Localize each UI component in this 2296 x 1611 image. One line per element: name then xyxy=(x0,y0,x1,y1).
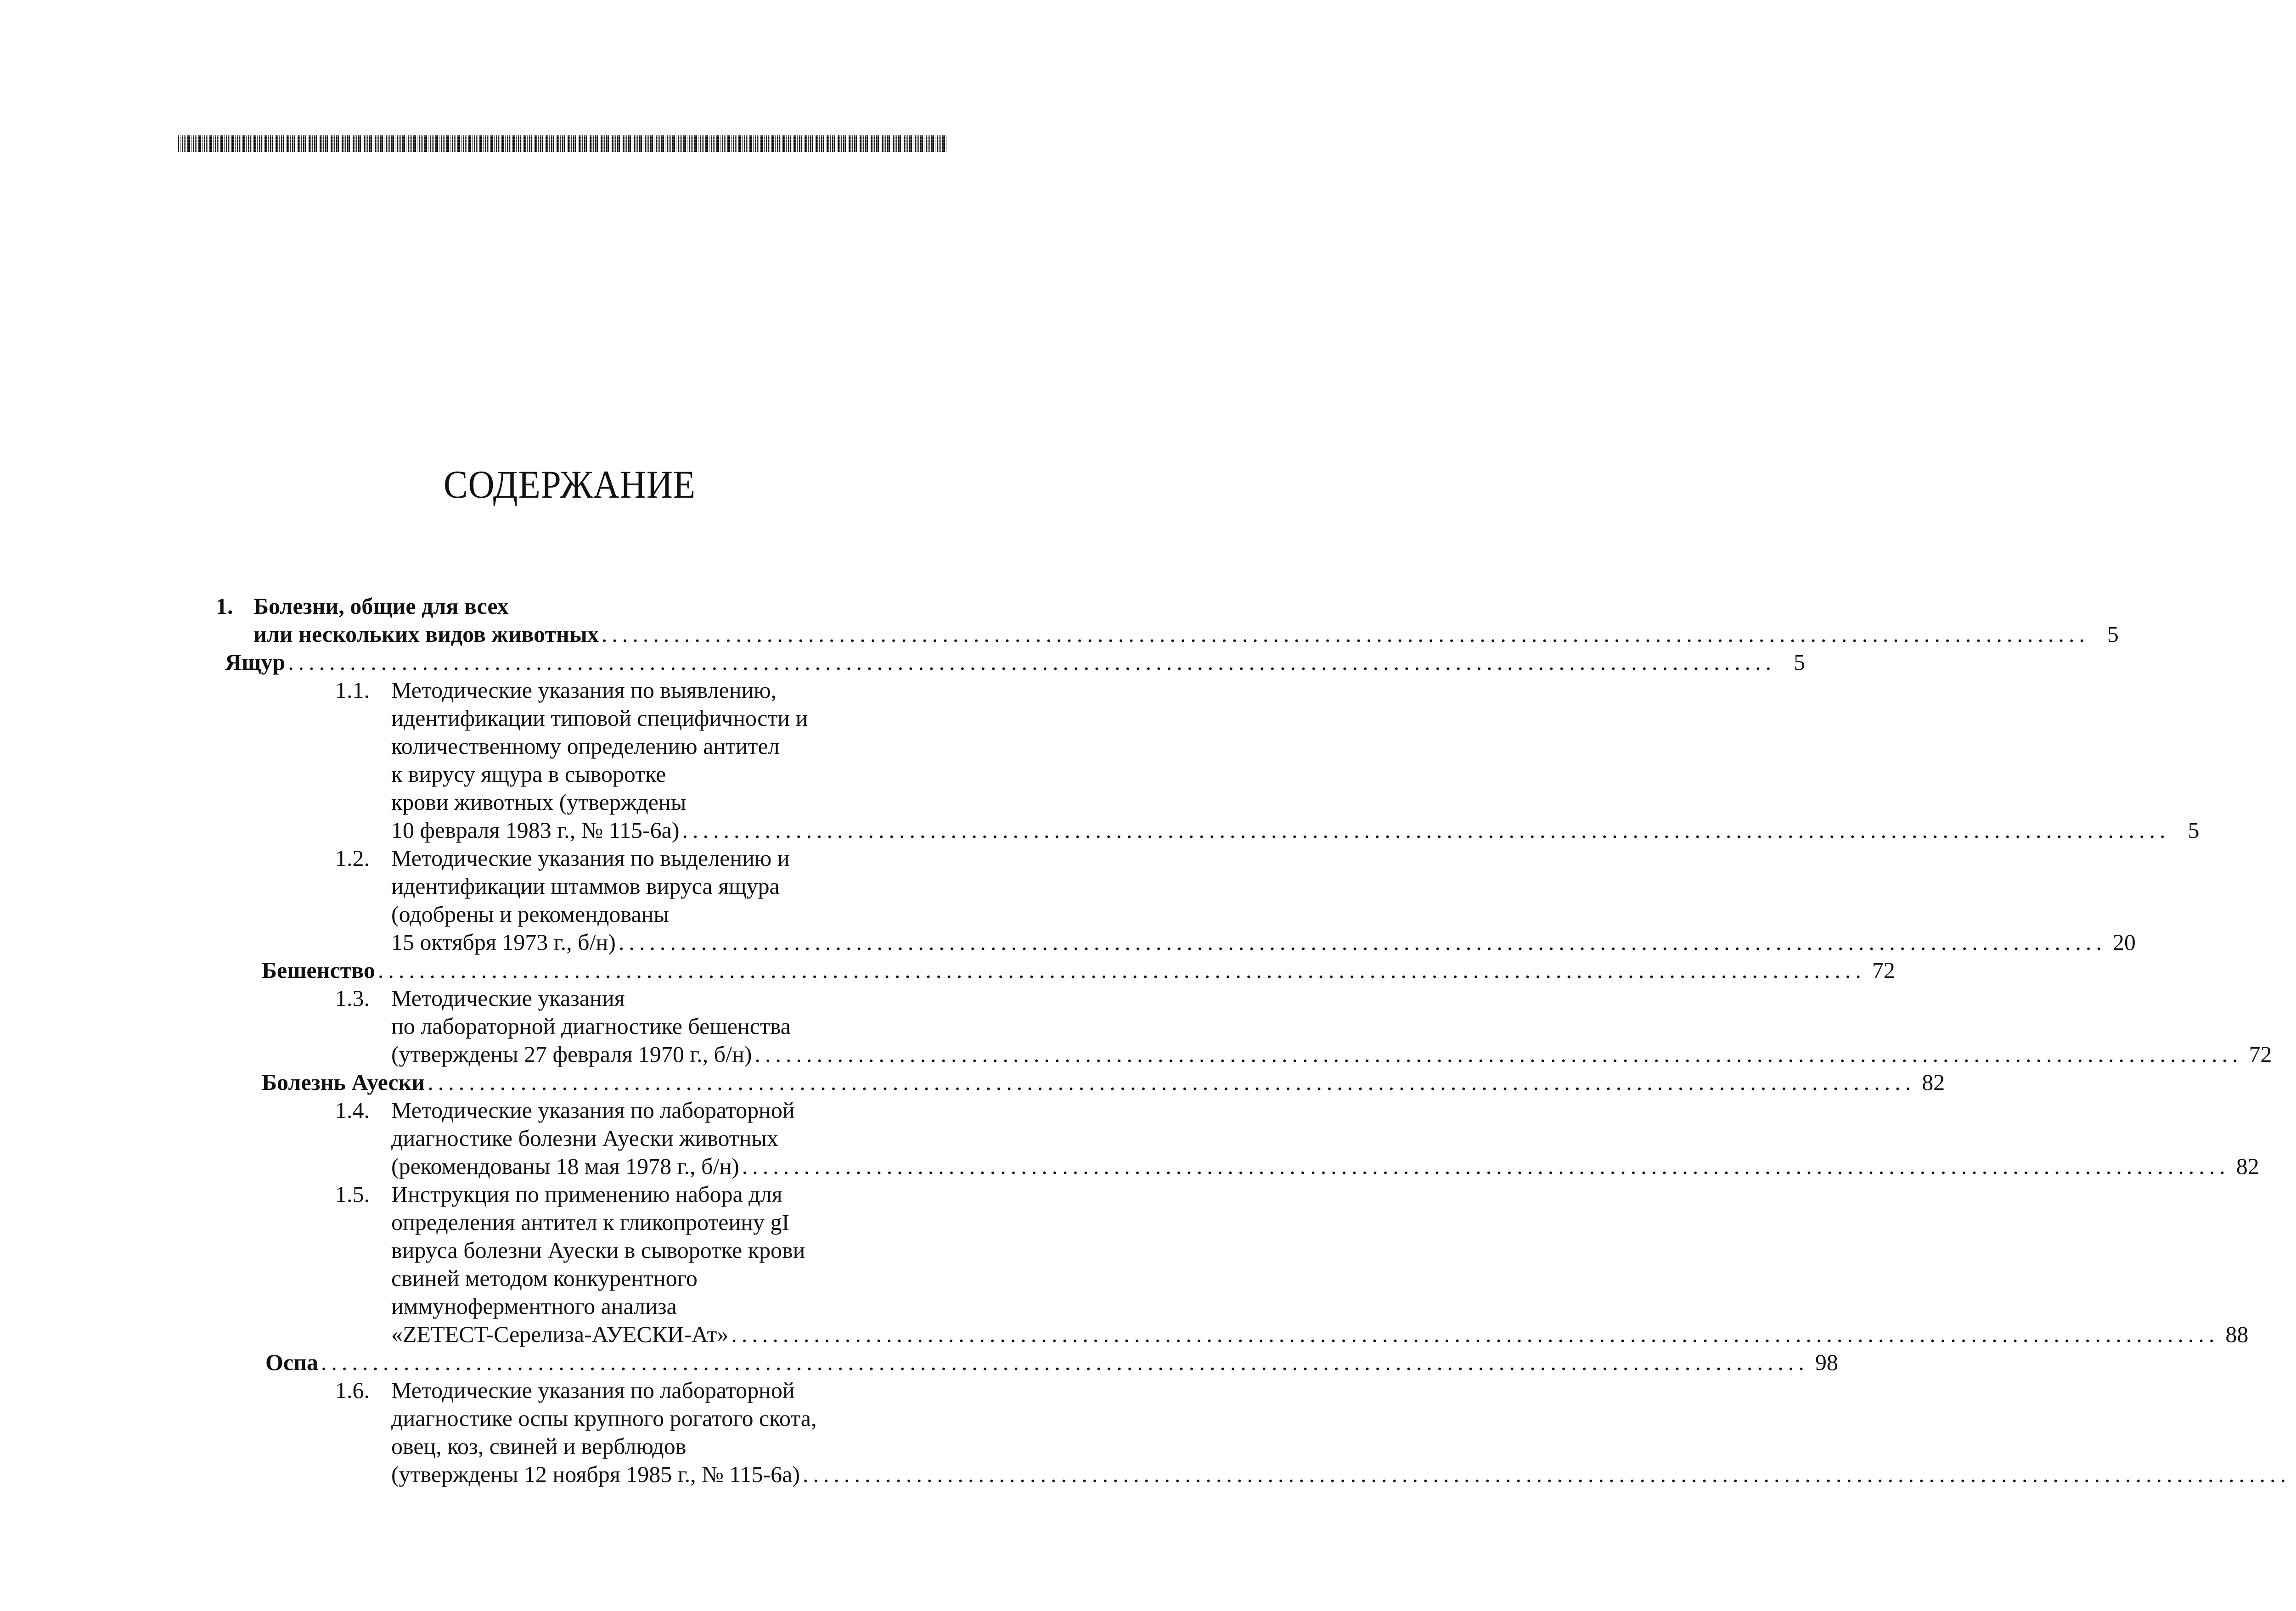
dot-leader: ................................................................................................................................................ xyxy=(803,1461,2290,1487)
item-number: 1.6. xyxy=(335,1377,370,1403)
dot-leader: ................................................................................................................................................ xyxy=(618,929,2106,955)
entry-text: «ZETECT-Серелиза-АУЕСКИ-Ат» xyxy=(391,1321,729,1347)
page-number: 82 xyxy=(2236,1153,2259,1179)
entry-text: свиней методом конкурентного xyxy=(391,1265,698,1291)
toc-entry[interactable] xyxy=(391,1320,2249,1348)
entry-text: определения антител к гликопротеину gI xyxy=(391,1209,790,1235)
entry-text: Методические указания по лабораторной xyxy=(391,1097,795,1123)
dot-leader: ................................................................................................................................................ xyxy=(288,649,1776,675)
toc-entry-line xyxy=(391,788,686,816)
dot-leader: ................................................................................................................................................ xyxy=(682,817,2170,843)
subject-heading: Ящур xyxy=(225,649,286,675)
entry-text: (утверждены 27 февраля 1970 г., б/н) xyxy=(391,1041,752,1067)
entry-text: Методические указания по лабораторной xyxy=(391,1377,795,1403)
section-title-text: или нескольких видов животных xyxy=(253,621,599,647)
dot-leader: ................................................................................................................................................ xyxy=(428,1069,1916,1095)
entry-text: (рекомендованы 18 мая 1978 г., б/н) xyxy=(391,1153,739,1179)
subject-heading: Бешенство xyxy=(262,957,375,983)
entry-text: диагностике оспы крупного рогатого скота, xyxy=(391,1405,817,1431)
toc-entry-line xyxy=(391,1292,677,1320)
page-number: 5 xyxy=(2188,817,2200,843)
entry-text: 15 октября 1973 г., б/н) xyxy=(391,929,616,955)
toc-entry-line xyxy=(391,1264,698,1292)
item-number: 1.1. xyxy=(335,677,370,703)
entry-text: идентификации типовой специфичности и xyxy=(391,705,808,731)
dot-leader: ................................................................................................................................................ xyxy=(377,957,1866,983)
item-number: 1.5. xyxy=(335,1181,370,1207)
toc-entry[interactable] xyxy=(391,928,2136,956)
toc-entry-line xyxy=(391,704,808,732)
entry-text: Методические указания по выделению и xyxy=(391,845,790,871)
toc-entry-line xyxy=(391,900,669,928)
item-number: 1.4. xyxy=(335,1097,370,1123)
toc-entry[interactable] xyxy=(262,1068,1945,1096)
toc-entry[interactable] xyxy=(391,1460,2290,1488)
toc-entry[interactable] xyxy=(262,956,1895,984)
entry-text: 10 февраля 1983 г., № 115-6а) xyxy=(391,817,680,843)
toc-entry-line xyxy=(391,732,780,760)
section-title-text: Болезни, общие для всех xyxy=(253,593,509,619)
page-number: 72 xyxy=(2249,1041,2272,1067)
toc-entry-line xyxy=(391,844,790,872)
page-number: 5 xyxy=(1794,649,1806,675)
toc-entry-line xyxy=(391,1124,778,1152)
toc-entry[interactable] xyxy=(391,1040,2272,1068)
page-number: 88 xyxy=(2225,1321,2249,1347)
toc-entry[interactable] xyxy=(265,1348,1838,1376)
toc-entry[interactable] xyxy=(253,620,2119,648)
toc-entry-line xyxy=(391,1012,791,1040)
toc-entry-line xyxy=(391,1236,805,1264)
toc-entry-line xyxy=(391,872,780,900)
subject-heading: Оспа xyxy=(265,1349,318,1375)
toc-entry[interactable] xyxy=(391,816,2200,844)
dot-leader: ................................................................................................................................................ xyxy=(321,1349,1809,1375)
entry-text: по лабораторной диагностике бешенства xyxy=(391,1013,791,1039)
entry-text: идентификации штаммов вируса ящура xyxy=(391,873,780,899)
page-number xyxy=(2293,1460,2296,1488)
item-number: 1.3. xyxy=(335,985,370,1011)
toc-entry[interactable] xyxy=(225,648,1806,676)
entry-text: овец, коз, свиней и верблюдов xyxy=(391,1433,687,1459)
entry-text: иммуноферментного анализа xyxy=(391,1293,677,1319)
toc-entry[interactable] xyxy=(391,1152,2259,1180)
entry-text: (утверждены 12 ноября 1985 г., № 115-6а) xyxy=(391,1461,800,1487)
entry-text: Методические указания по выявлению, xyxy=(391,677,777,703)
dot-leader: ................................................................................................................................................ xyxy=(742,1153,2230,1179)
entry-text: количественному определению антител xyxy=(391,733,780,759)
entry-text: Инструкция по применению набора для xyxy=(391,1181,782,1207)
entry-text: (одобрены и рекомендованы xyxy=(391,901,669,927)
toc-entry-line xyxy=(391,760,666,788)
page-number: 5 xyxy=(2107,621,2119,647)
toc-entry-line xyxy=(391,1180,782,1208)
section-number: 1. xyxy=(216,593,233,619)
toc-entry-line xyxy=(391,1208,789,1236)
page-number: 98 xyxy=(1815,1349,1838,1375)
toc-entry-line xyxy=(391,676,777,704)
toc-entry-line xyxy=(391,1432,686,1460)
subject-heading: Болезнь Ауески xyxy=(262,1069,425,1095)
entry-text: крови животных (утверждены xyxy=(391,789,687,815)
item-number: 1.2. xyxy=(335,845,370,871)
page-number: 72 xyxy=(1872,957,1895,983)
entry-text: Методические указания xyxy=(391,985,625,1011)
toc-entry-line xyxy=(391,1376,795,1404)
entry-text: диагностике болезни Ауески животных xyxy=(391,1125,778,1151)
entry-text: к вирусу ящура в сыворотке xyxy=(391,761,666,787)
entry-text: вируса болезни Ауески в сыворотке крови xyxy=(391,1237,805,1263)
toc-entry-line xyxy=(391,984,625,1012)
toc-entry-line xyxy=(391,1096,795,1124)
dot-leader: ................................................................................................................................................ xyxy=(731,1321,2219,1347)
section-title-line xyxy=(253,592,509,620)
page-number: 20 xyxy=(2112,929,2136,955)
dot-leader: ................................................................................................................................................ xyxy=(601,621,2089,647)
dot-leader: ................................................................................................................................................ xyxy=(754,1041,2243,1067)
page-title: СОДЕРЖАНИЕ xyxy=(443,462,696,506)
toc-entry-line xyxy=(391,1404,816,1432)
page-number: 82 xyxy=(1922,1069,1945,1095)
